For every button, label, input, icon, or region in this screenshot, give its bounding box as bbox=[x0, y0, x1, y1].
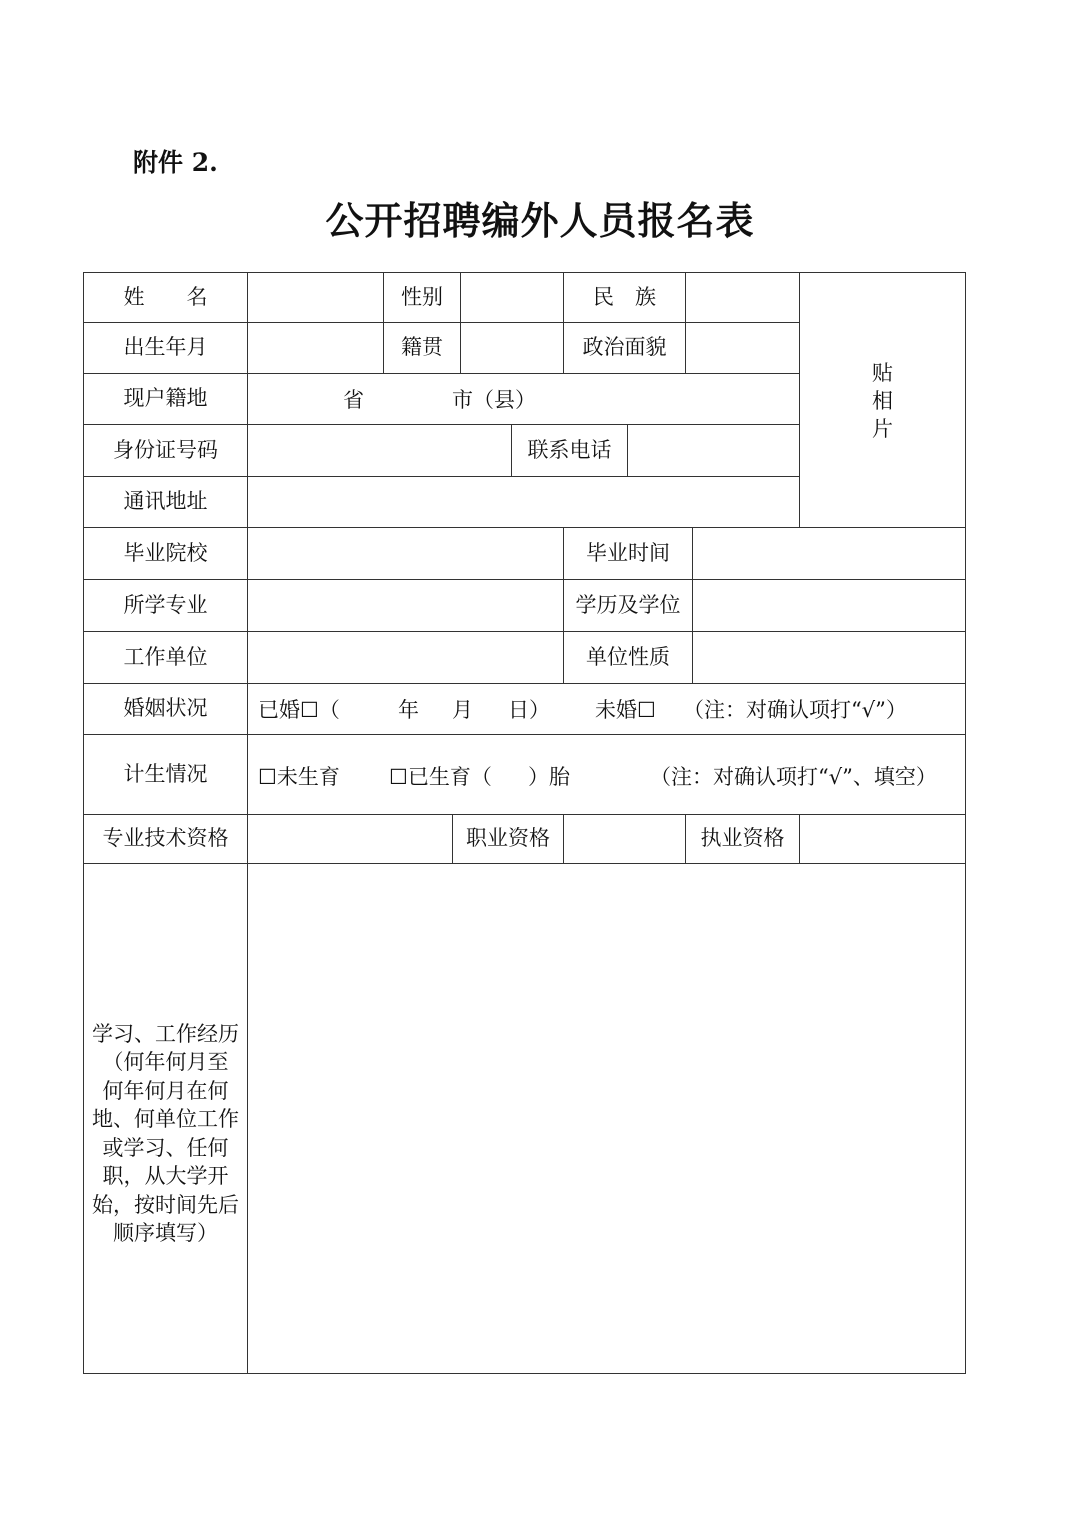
political-field[interactable] bbox=[685, 322, 800, 374]
political-label: 政治面貌 bbox=[563, 322, 686, 374]
marital-label: 婚姻状况 bbox=[83, 683, 248, 735]
province-text: 省 bbox=[343, 388, 364, 412]
month-text: 月 bbox=[452, 698, 473, 722]
ethnicity-label: 民 族 bbox=[563, 272, 686, 323]
ethnicity-field[interactable] bbox=[685, 272, 800, 323]
name-label: 姓 名 bbox=[83, 272, 248, 323]
history-line: （何年何月至 bbox=[102, 1050, 229, 1074]
city-text: 市（县） bbox=[452, 388, 536, 412]
gender-field[interactable] bbox=[460, 272, 564, 323]
practice-qual-field[interactable] bbox=[799, 814, 966, 864]
employer-type-label: 单位性质 bbox=[563, 631, 693, 684]
has-child-checkbox[interactable]: ☐已生育（ bbox=[389, 765, 492, 789]
history-line: 始，按时间先后 bbox=[92, 1192, 239, 1217]
history-line: 学习、工作经历 bbox=[92, 1021, 239, 1046]
school-label: 毕业院校 bbox=[83, 527, 248, 580]
history-line: 顺序填写） bbox=[113, 1221, 218, 1245]
practice-qual-label: 执业资格 bbox=[685, 814, 800, 864]
no-child-checkbox[interactable]: ☐未生育 bbox=[258, 765, 340, 789]
tech-qual-label: 专业技术资格 bbox=[83, 814, 248, 864]
year-text: 年 bbox=[398, 698, 419, 722]
name-field[interactable] bbox=[247, 272, 384, 323]
photo-box[interactable] bbox=[799, 272, 966, 528]
address-field[interactable] bbox=[247, 476, 800, 528]
history-label bbox=[83, 863, 248, 1374]
vocational-qual-label: 职业资格 bbox=[452, 814, 564, 864]
married-checkbox[interactable]: 已婚☐（ bbox=[258, 698, 340, 722]
photo-char-2: 相 bbox=[872, 389, 893, 413]
day-text: 日） bbox=[508, 698, 550, 722]
history-line: 地、何单位工作 bbox=[92, 1107, 239, 1131]
residence-label: 现户籍地 bbox=[83, 373, 248, 425]
employer-label: 工作单位 bbox=[83, 631, 248, 684]
attachment-label: 附件 2. bbox=[133, 148, 218, 177]
tech-qual-field[interactable] bbox=[247, 814, 453, 864]
form-title: 公开招聘编外人员报名表 bbox=[325, 198, 755, 243]
origin-field[interactable] bbox=[460, 322, 564, 374]
major-label: 所学专业 bbox=[83, 579, 248, 632]
id-number-field[interactable] bbox=[247, 424, 512, 477]
marital-note: （注：对确认项打“√”） bbox=[683, 698, 907, 722]
history-line: 职，从大学开 bbox=[102, 1164, 229, 1188]
photo-char-1: 贴 bbox=[872, 361, 893, 385]
grad-time-label: 毕业时间 bbox=[563, 527, 693, 580]
photo-char-3: 片 bbox=[872, 417, 893, 441]
school-field[interactable] bbox=[247, 527, 564, 580]
vocational-qual-field[interactable] bbox=[563, 814, 686, 864]
birth-field[interactable] bbox=[247, 322, 384, 374]
grad-time-field[interactable] bbox=[692, 527, 966, 580]
address-label: 通讯地址 bbox=[83, 476, 248, 528]
history-line: 或学习、任何 bbox=[102, 1135, 229, 1160]
single-checkbox[interactable]: 未婚☐ bbox=[595, 698, 656, 722]
family-planning-note: （注：对确认项打“√”、填空） bbox=[650, 765, 937, 789]
phone-label: 联系电话 bbox=[511, 424, 628, 477]
degree-label: 学历及学位 bbox=[563, 579, 693, 632]
origin-label: 籍贯 bbox=[383, 322, 461, 374]
gender-label: 性别 bbox=[383, 272, 461, 323]
history-line: 何年何月在何 bbox=[102, 1078, 229, 1103]
degree-field[interactable] bbox=[692, 579, 966, 632]
id-number-label: 身份证号码 bbox=[83, 424, 248, 477]
history-field[interactable] bbox=[247, 863, 966, 1374]
employer-field[interactable] bbox=[247, 631, 564, 684]
family-planning-label: 计生情况 bbox=[83, 734, 248, 815]
major-field[interactable] bbox=[247, 579, 564, 632]
phone-field[interactable] bbox=[627, 424, 800, 477]
tai-text: ）胎 bbox=[528, 765, 570, 789]
employer-type-field[interactable] bbox=[692, 631, 966, 684]
birth-label: 出生年月 bbox=[83, 322, 248, 374]
